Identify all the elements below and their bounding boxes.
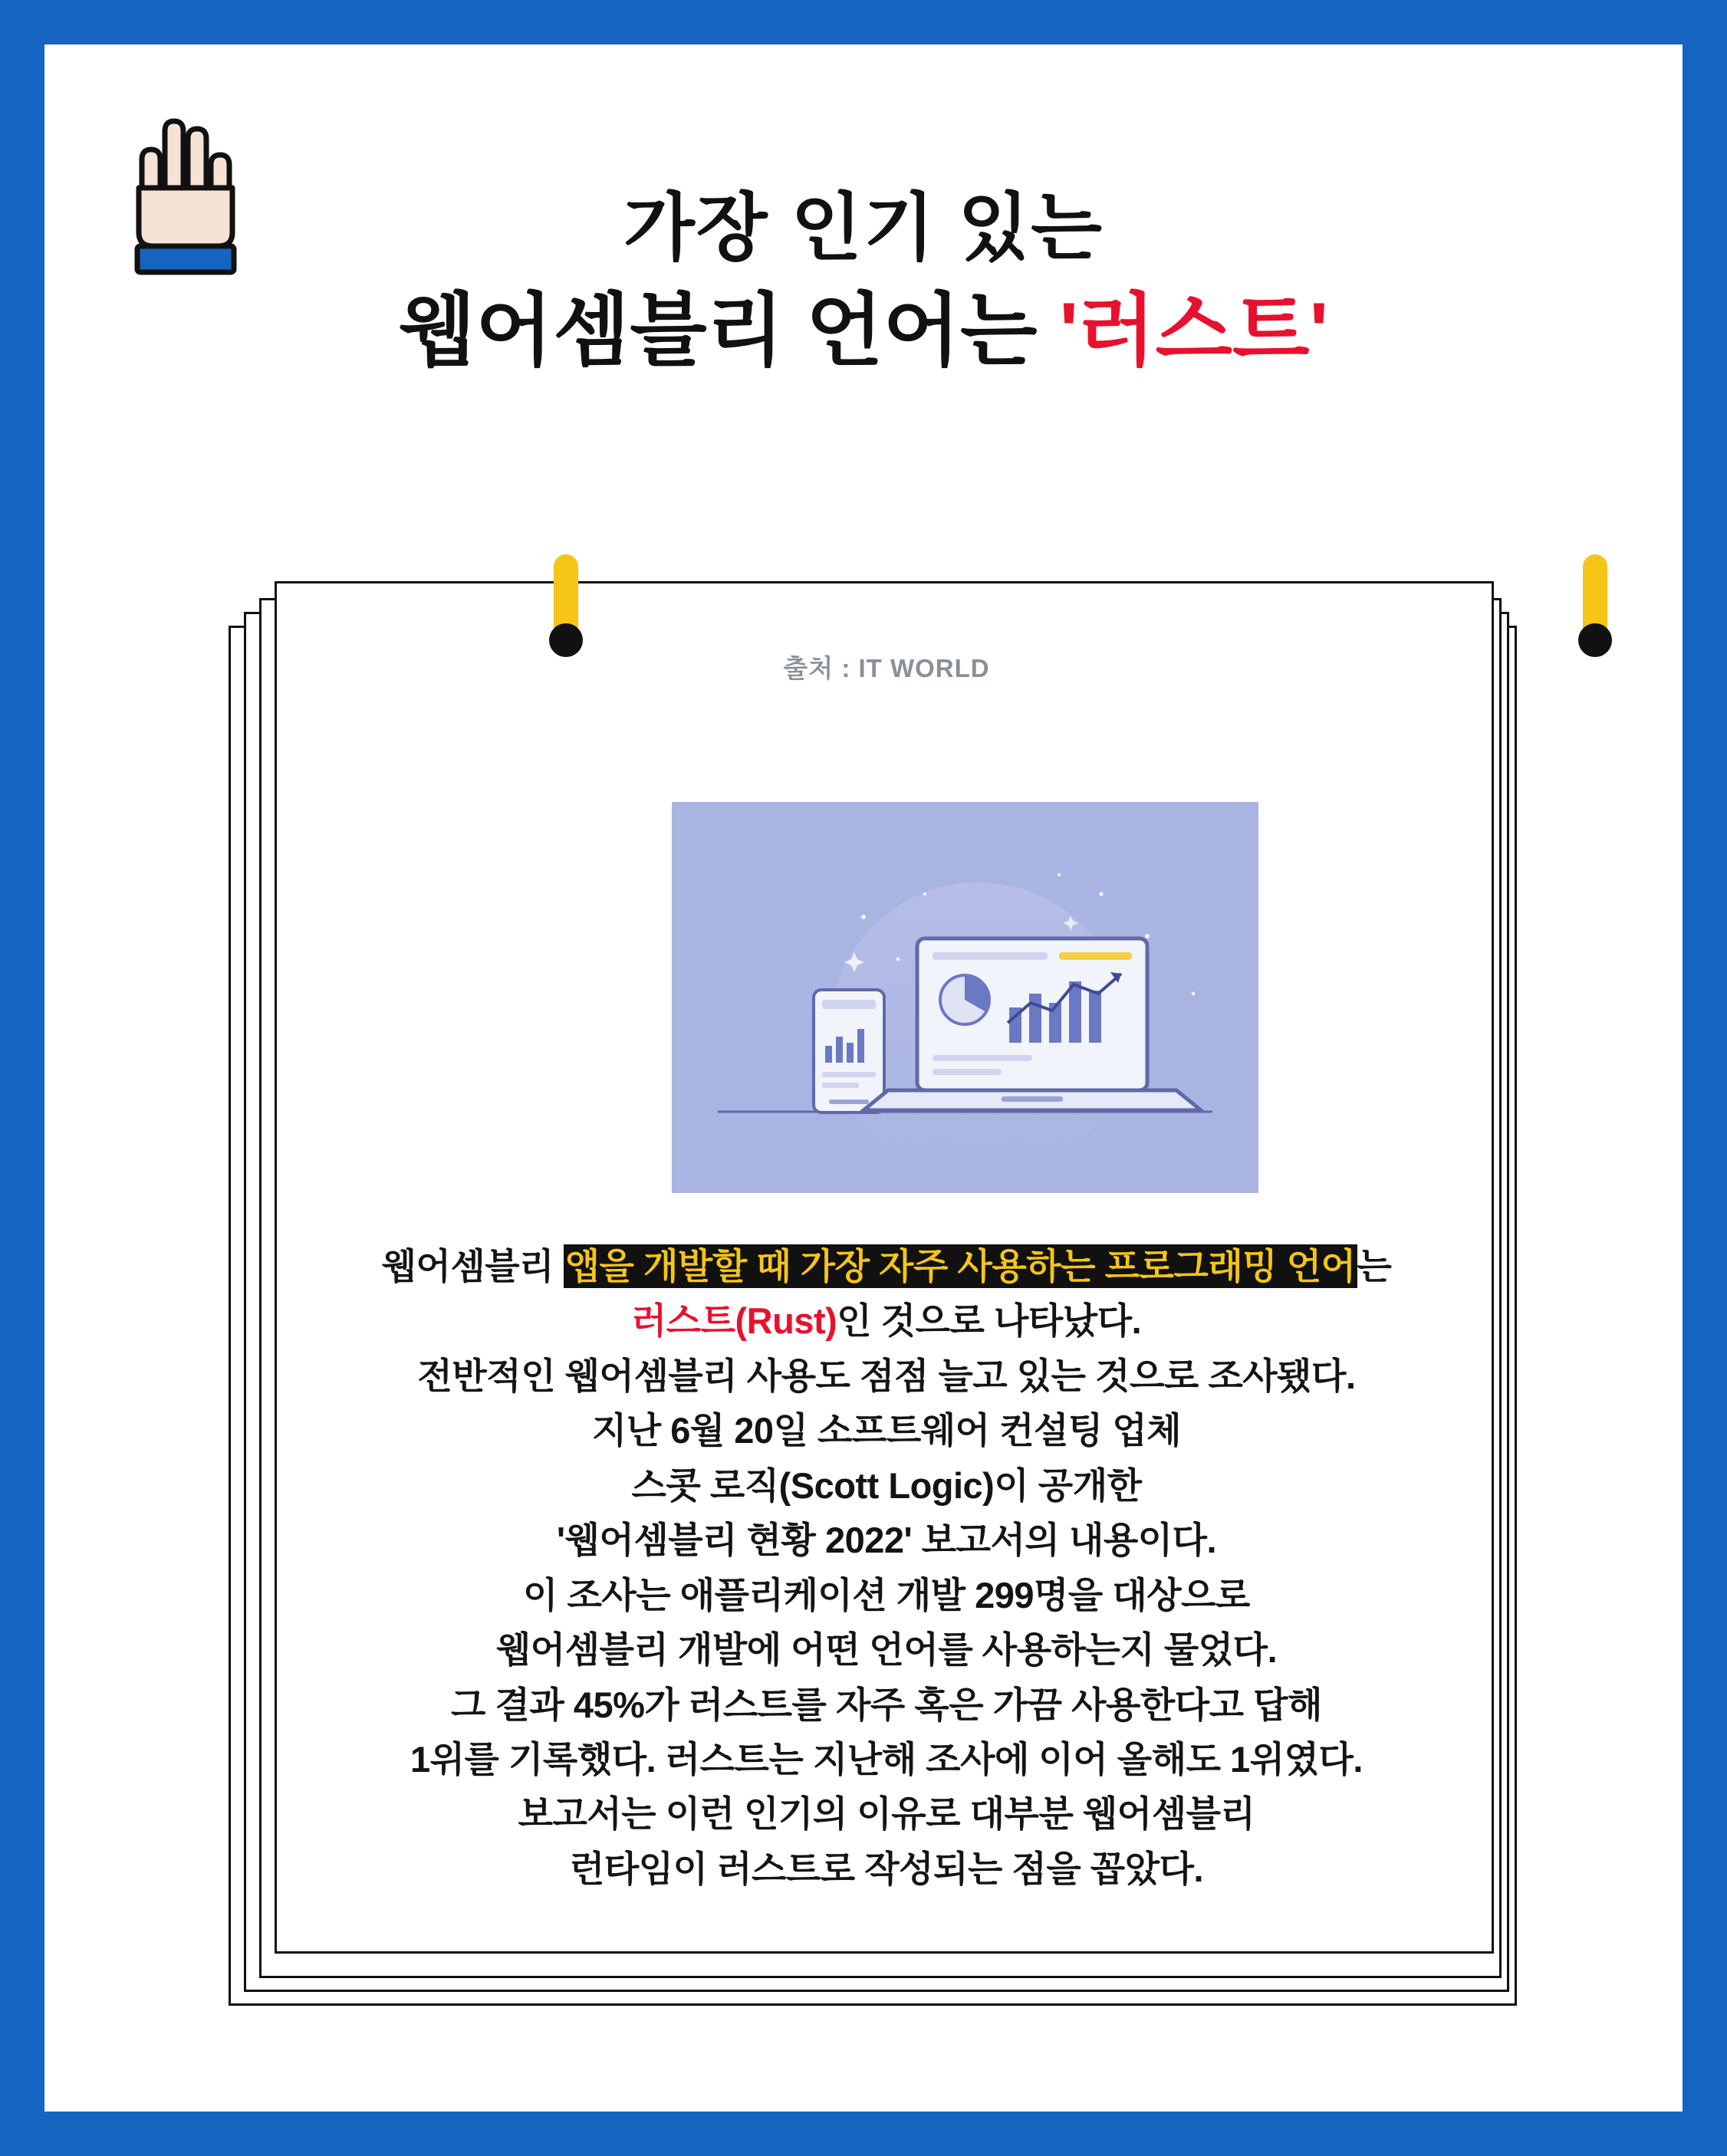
paper-clip-right [1578, 554, 1612, 666]
laptop-and-phone-analytics-illustration [672, 802, 1258, 1193]
paper-clip-left [549, 554, 583, 666]
headline-line-1: 가장 인기 있는 [623, 187, 1104, 269]
body-line-7: 이 조사는 애플리케이션 개발 299명을 대상으로 [523, 1574, 1250, 1615]
body-line-1-post: 는 [1357, 1246, 1392, 1287]
paper-sheet-front [275, 581, 1494, 1954]
source-label: 출처 : IT WORLD [783, 654, 990, 682]
body-line-12: 런타임이 러스트로 작성되는 점을 꼽았다. [569, 1848, 1204, 1889]
body-line-6: '웹어셈블리 현황 2022' 보고서의 내용이다. [556, 1520, 1217, 1561]
body-line-3: 전반적인 웹어셈블리 사용도 점점 늘고 있는 것으로 조사됐다. [417, 1355, 1356, 1396]
info-card [44, 44, 1683, 2112]
body-line-11: 보고서는 이런 인기의 이유로 대부분 웹어셈블리 [518, 1793, 1255, 1835]
clip-knob [1578, 623, 1612, 657]
article-body [323, 1239, 1450, 1896]
body-line-2-post: 인 것으로 나타났다. [837, 1300, 1142, 1342]
headline [44, 186, 1683, 378]
body-line-4: 지난 6월 20일 소프트웨어 컨설팅 업체 [591, 1410, 1182, 1451]
paper-stack [229, 581, 1517, 2007]
clip-knob [549, 623, 583, 657]
body-line-1 [323, 1239, 1450, 1293]
headline-line-2-prefix: 웹어셈블리 언어는 [398, 287, 1060, 376]
body-line-9: 그 결과 45%가 러스트를 자주 혹은 가끔 사용한다고 답해 [451, 1684, 1322, 1725]
body-line-8: 웹어셈블리 개발에 어떤 언어를 사용하는지 물었다. [495, 1629, 1278, 1671]
headline-highlight: '러스트' [1059, 287, 1329, 376]
body-line-2-red: 러스트(Rust) [631, 1300, 837, 1342]
body-line-1-highlight: 앱을 개발할 때 가장 자주 사용하는 프로그래밍 언어 [564, 1246, 1356, 1287]
body-line-2 [323, 1293, 1450, 1348]
body-line-5: 스콧 로직(Scott Logic)이 공개한 [631, 1464, 1142, 1506]
headline-line-2 [44, 286, 1683, 378]
body-line-10: 1위를 기록했다. 러스트는 지난해 조사에 이어 올해도 1위였다. [410, 1738, 1363, 1780]
body-line-1-pre: 웹어셈블리 [381, 1246, 564, 1287]
